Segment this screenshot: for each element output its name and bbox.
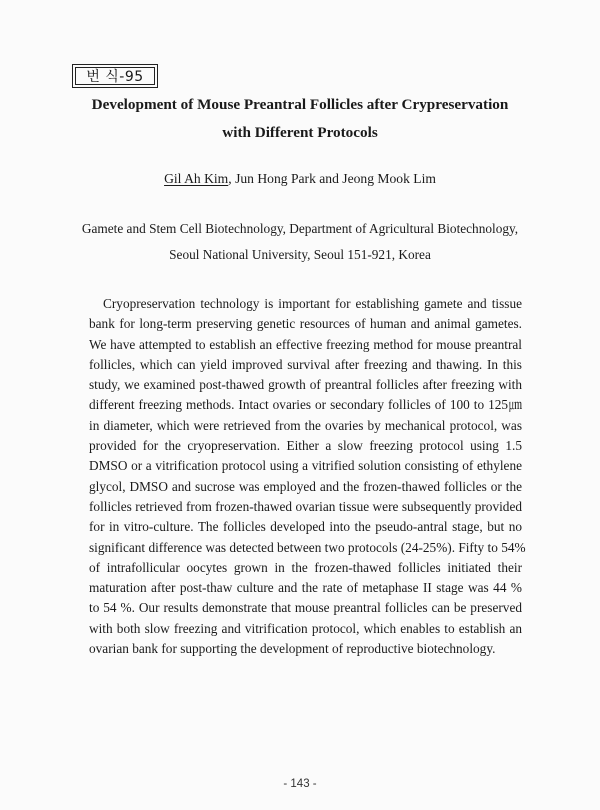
- paper-title-line-1: Development of Mouse Preantral Follicles after Crypreservation: [91, 96, 509, 113]
- abstract-line: Cryopreservation technology is important for establishing gamete and tissue: [103, 296, 522, 311]
- abstract-line: follicles, which can yield improved survival after freezing and thawing. In this: [89, 356, 522, 372]
- author-list: [60, 171, 540, 187]
- co-authors: , Jun Hong Park and Jeong Mook Lim: [228, 171, 436, 186]
- abstract-line: study, we examined post-thawed growth of preantral follicles after freezing with: [89, 377, 522, 393]
- abstract-body: [89, 294, 526, 659]
- abstract-line: ovarian bank for supporting the development of reproductive biotechnology.: [89, 641, 496, 657]
- abstract-line: glycol, DMSO and sucrose was employed and the frozen-thawed follicles or the: [89, 478, 522, 494]
- abstract-line: different freezing methods. Intact ovaries or secondary follicles of 100 to 125㎛: [89, 397, 522, 413]
- presenting-author: Gil Ah Kim: [164, 171, 229, 186]
- abstract-line: in diameter, which were retrieved from the ovaries by mechanical protocol, was: [89, 417, 522, 433]
- abstract-line: for in vitro-culture. The follicles developed into the pseudo-antral stage, but no: [89, 519, 522, 535]
- abstract-line: with both slow freezing and vitrification protocol, which enables to establish an: [89, 620, 522, 636]
- abstract-line: We have attempted to establish an effective freezing method for mouse preantral: [89, 336, 522, 352]
- abstract-line: significant difference was detected between two protocols (24-25%). Fifty to 54%: [89, 539, 526, 555]
- affiliation-line-1: Gamete and Stem Cell Biotechnology, Department of Agricultural Biotechnology,: [81, 221, 519, 236]
- paper-title-line-2: with Different Protocols: [222, 124, 378, 141]
- abstract-line: provided for the cryopreservation. Either a slow freezing protocol using 1.5: [89, 438, 522, 454]
- session-badge-label: 번 식-95: [75, 67, 155, 85]
- session-badge: [72, 64, 158, 88]
- abstract-line: bank for long-term preserving genetic resources of human and animal gametes.: [89, 316, 522, 332]
- abstract-line: follicles retrieved from frozen-thawed ovarian tissue were subsequently provided: [89, 498, 522, 514]
- abstract-line: DMSO or a vitrification protocol using a vitrified solution consisting of ethylene: [89, 458, 522, 474]
- abstract-line: maturation after post-thaw culture and the rate of metaphase II stage was 44 %: [89, 580, 522, 596]
- affiliation-line-2: Seoul National University, Seoul 151-921, Korea: [169, 247, 431, 262]
- abstract-line: of intrafollicular oocytes grown in the frozen-thawed follicles initiated their: [89, 559, 522, 575]
- page-number: - 143 -: [283, 778, 317, 790]
- abstract-line: to 54 %. Our results demonstrate that mouse preantral follicles can be preserved: [89, 600, 522, 616]
